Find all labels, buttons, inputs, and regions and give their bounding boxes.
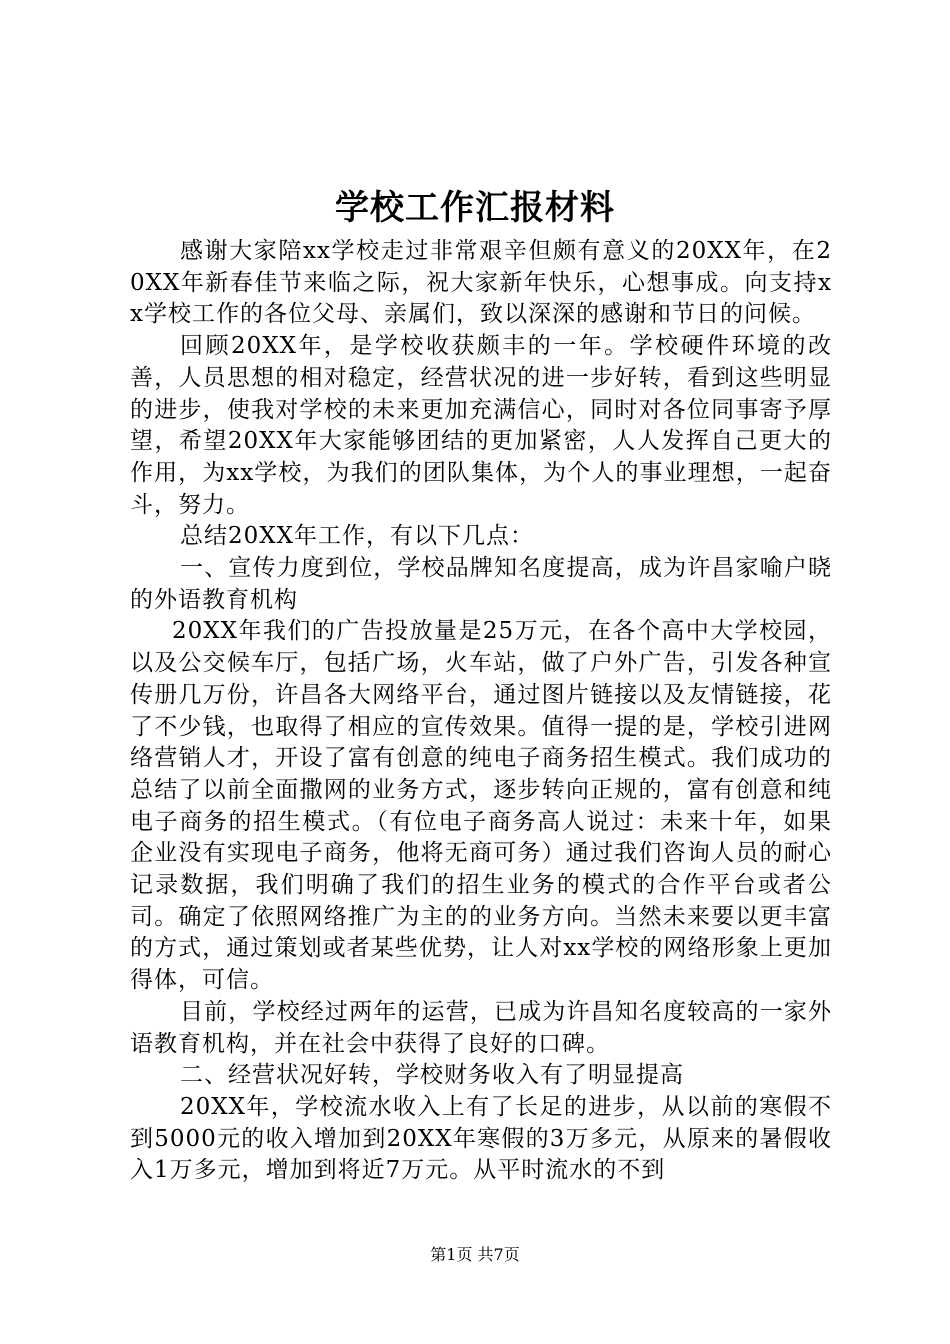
paragraph-review: 回顾20XX年，是学校收获颇丰的一年。学校硬件环境的改善，人员思想的相对稳定，经营状况的进一步好转，看到这些明显的进步，使我对学校的未来更加充满信心，同时对各位同事寄予厚望，希望20XX年大家能够团结的更加紧密，人人发挥自己更大的作用，为xx学校，为我们的团队集体，为个人的事业理想，一起奋斗，努力。 (130, 333, 832, 518)
paragraph-revenue: 20XX年，学校流水收入上有了长足的进步，从以前的寒假不到5000元的收入增加到20XX年寒假的3万多元，从原来的暑假收入1万多元，增加到将近7万元。从平时流水的不到 (130, 1093, 832, 1184)
section-heading-2: 二、经营状况好转，学校财务收入有了明显提高 (180, 1062, 684, 1089)
page-footer: 第1页 共7页 (430, 1245, 520, 1264)
paragraph-reputation: 目前，学校经过两年的运营，已成为许昌知名度较高的一家外语教育机构，并在社会中获得了良好的口碑。 (130, 998, 832, 1057)
paragraph-summary-intro: 总结20XX年工作，有以下几点： (180, 523, 535, 550)
section-heading-1: 一、宣传力度到位，学校品牌知名度提高，成为许昌家喻户晓的外语教育机构 (130, 555, 832, 613)
paragraph-thanks: 感谢大家陪xx学校走过非常艰辛但颇有意义的20XX年，在20XX年新春佳节来临之际，祝大家新年快乐，心想事成。向支持xx学校工作的各位父母、亲属们，致以深深的感谢和节日的问候。 (130, 238, 832, 328)
document-title: 学校工作汇报材料 (335, 188, 615, 228)
document-body (130, 236, 832, 1187)
paragraph-advertising: 20XX年我们的广告投放量是25万元，在各个高中大学校园，以及公交候车厅，包括广场，火车站，做了户外广告，引发各种宣传册几万份，许昌各大网络平台，通过图片链接以及友情链接，花了不少钱，也取得了相应的宣传效果。值得一提的是，学校引进网络营销人才，开设了富有创意的纯电子商务招生模式。我们成功的总结了以前全面撒网的业务方式，逐步转向正规的，富有创意和纯电子商务的招生模式。（有位电子商务高人说过：未来十年，如果企业没有实现电子商务，他将无商可务）通过我们咨询人员的耐心记录数据，我们明确了我们的招生业务的模式的合作平台或者公司。确定了依照网络推广为主的的业务方向。当然未来要以更丰富的方式，通过策划或者某些优势，让人对xx学校的网络形象上更加得体，可信。 (130, 618, 832, 994)
